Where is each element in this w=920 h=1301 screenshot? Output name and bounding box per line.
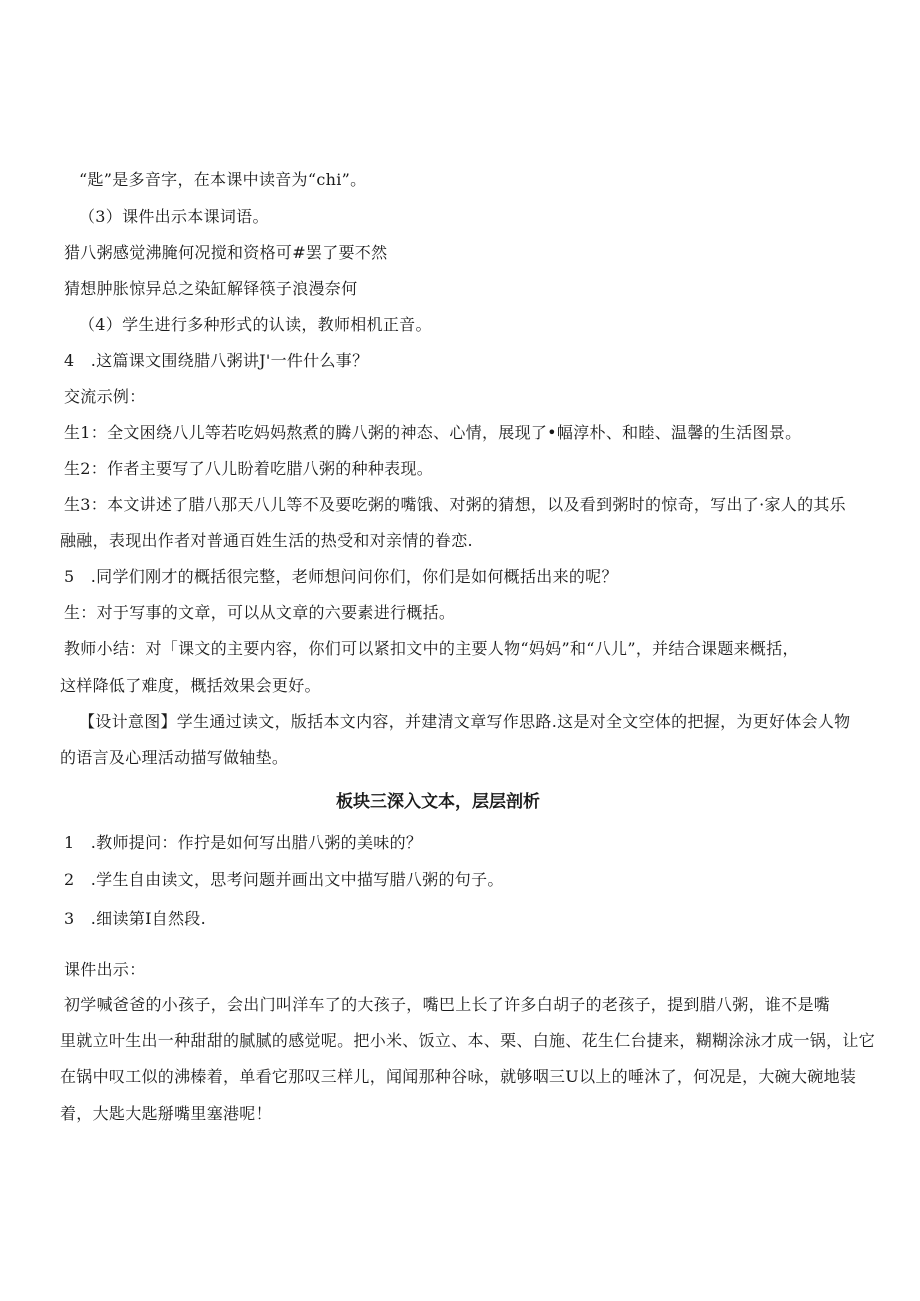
text-line: 猜想肿胀惊异总之染缸解铎筷子浪漫奈何	[64, 279, 358, 298]
text-line: “匙”是多音字，在本课中读音为“chi”。	[79, 170, 367, 189]
text-line: 生1：全文困绕八儿等若吃妈妈熬煮的腾八粥的神态、心情，展现了•幅淳朴、和睦、温馨的生活图景。	[64, 423, 802, 442]
text-line: 初学喊爸爸的小孩子，会出门叫洋车了的大孩子，嘴巴上长了许多白胡子的老孩子，提到腊八粥，谁不是嘴	[64, 995, 831, 1014]
text-line: 课件出示：	[64, 960, 146, 979]
text-line: 交流示例：	[64, 387, 146, 406]
text-line: （3）课件出示本课词语。	[79, 207, 269, 226]
text-line: 这样降低了难度，概括效果会更好。	[60, 676, 321, 695]
text-line: 生：对于写事的文章，可以从文章的六要素进行概括。	[64, 603, 456, 622]
text-line: 3 .细读第I自然段.	[64, 909, 206, 928]
text-line: 在锅中叹工似的沸榛着，单看它那叹三样儿，闻闻那种谷咏，就够咽三U以上的唾沐了，何况是，大碗大碗地装	[60, 1067, 857, 1086]
text-line: 生3：本文讲述了腊八那天八儿等不及要吃粥的嘴饿、对粥的猜想，以及看到粥时的惊奇，写出了·家人的其乐	[64, 495, 846, 514]
text-line: 5 .同学们刚才的概括很完整，老师想问问你们，你们是如何概括出来的呢？	[64, 567, 618, 586]
text-line: 着，大匙大匙掰嘴里塞港呢！	[60, 1104, 272, 1123]
text-line: 4 .这篇课文围绕腊八粥讲J'一件什么事？	[64, 351, 369, 370]
text-line: 【设计意图】学生通过读文，版括本文内容，并建清文章写作思路.这是对全文空体的把握，为更好体会人物	[79, 712, 851, 731]
text-line: （4）学生进行多种形式的认读，教师相机正音。	[79, 315, 432, 334]
text-line: 1 .教师提问：作拧是如何写出腊八粥的美味的？	[64, 833, 423, 852]
text-line: 的语言及心理活动描写做轴垫。	[60, 748, 289, 767]
section-title: 板块三深入文本，层层剖析	[336, 792, 540, 812]
text-line: 猎八粥感觉沸腌何况搅和资格可#罢了要不然	[64, 243, 388, 262]
text-line: 里就立叶生出一种甜甜的腻腻的感觉呢。把小米、饭立、本、栗、白施、花生仁台捷来，糊糊涂泳才成一锅，让它	[60, 1031, 876, 1050]
text-line: 教师小结：对「课文的主要内容，你们可以紧扣文中的主要人物“妈妈”和“八儿”，并结合课题来概括，	[64, 639, 799, 658]
text-line: 融融，表现出作者对普通百姓生活的热受和对亲情的眷恋.	[60, 531, 473, 550]
text-line: 生2：作者主要写了八儿盼着吃腊八粥的种种表现。	[64, 459, 434, 478]
text-line: 2 .学生自由读文，思考问题并画出文中描写腊八粥的句子。	[64, 870, 504, 889]
